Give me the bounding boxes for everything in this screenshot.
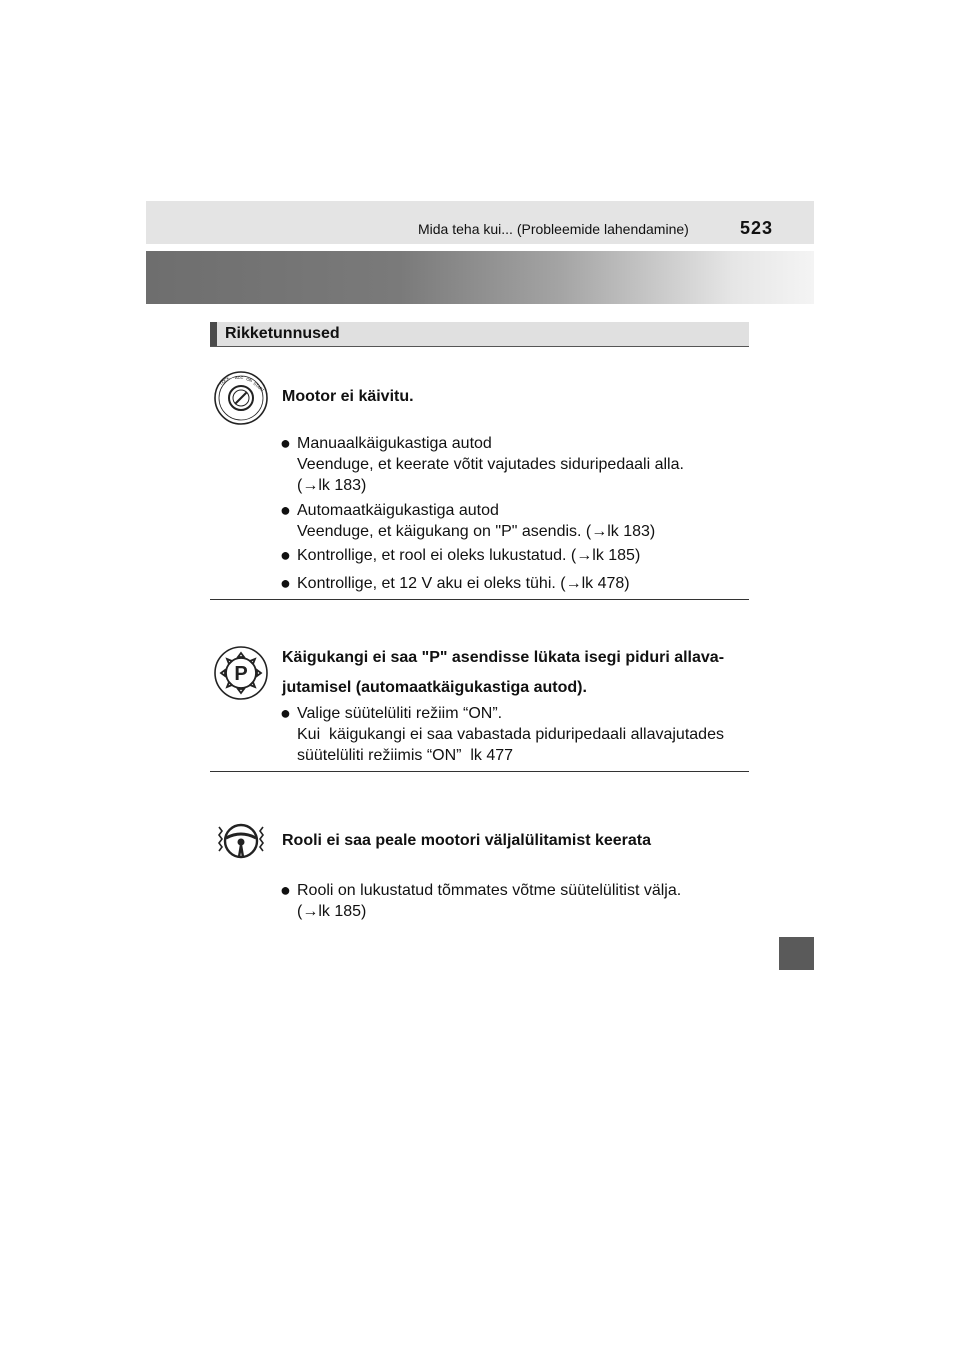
chapter-side-tab — [779, 937, 814, 970]
ignition-switch-icon — [213, 370, 269, 426]
bullet-line: Veenduge, et käigukang on "P" asendis. (→lk 183) — [297, 523, 656, 540]
park-gear-icon — [213, 645, 269, 701]
section-header — [210, 322, 749, 347]
item-title: Mootor ei käivitu. — [282, 388, 414, 405]
divider — [210, 771, 749, 772]
bullet-line: (→lk 185) — [297, 903, 367, 920]
bullet-line: Kontrollige, et 12 V aku ei oleks tühi. (→lk 478) — [297, 575, 630, 592]
bullet-line: Kontrollige, et rool ei oleks lukustatud. (→lk 185) — [297, 547, 641, 564]
item-title: Rooli ei saa peale mootori väljalülitamist keerata — [282, 832, 652, 849]
chapter-band — [146, 251, 814, 304]
divider — [210, 599, 749, 600]
bullet-line: Valige süütelüliti režiim “ON”. — [297, 705, 503, 722]
header-title: Mida teha kui... (Probleemide lahendamine) — [418, 221, 689, 237]
icon-label-lock: LOCK — [218, 375, 231, 386]
steering-wheel-lock-icon — [213, 813, 269, 869]
icon-label-start: START — [252, 380, 266, 393]
icon-label-acc: ACC — [235, 375, 244, 380]
bullet-dot: ● — [280, 545, 291, 565]
bullet-dot: ● — [280, 433, 291, 453]
bullet-line: (→lk 183) — [297, 477, 367, 494]
bullet-line: Rooli on lukustatud tõmmates võtme süütelülitist välja. — [297, 882, 682, 899]
bullet-line: Manuaalkäigukastiga autod — [297, 435, 492, 452]
bullet-line: Automaatkäigukastiga autod — [297, 502, 499, 519]
icon-label-on: ON — [245, 376, 254, 383]
page-number: 523 — [740, 218, 774, 238]
item-title-line: jutamisel (automaatkäigukastiga autod). — [282, 679, 587, 696]
bullet-line: süütelüliti režiimis “ON” lk 477 — [297, 747, 514, 764]
bullet-dot: ● — [280, 880, 291, 900]
item-title-line: Käigukangi ei saa "P" asendisse lükata isegi piduri allava- — [282, 649, 725, 666]
bullet-line: Veenduge, et keerate võtit vajutades siduripedaali alla. — [297, 456, 684, 473]
park-gear-letter: P — [234, 663, 248, 685]
bullet-dot: ● — [280, 500, 291, 520]
section-label: Rikketunnused — [225, 325, 340, 342]
section-marker — [210, 322, 217, 346]
bullet-dot: ● — [280, 573, 291, 593]
item-title — [282, 643, 724, 703]
bullet-line: Kui käigukangi ei saa vabastada piduripedaali allavajutades — [297, 726, 724, 743]
bullet-dot: ● — [280, 703, 291, 723]
